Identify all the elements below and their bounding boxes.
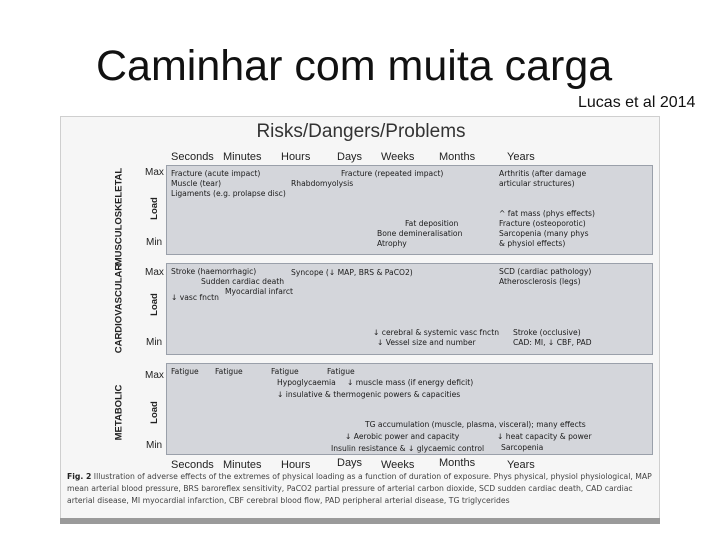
panel-cardiovascular xyxy=(166,263,653,355)
cv-item: CAD: MI, ↓ CBF, PAD xyxy=(513,338,592,347)
msk-item: Arthritis (after damage xyxy=(499,169,587,178)
axis-weeks: Weeks xyxy=(381,459,415,471)
met-item: Insulin resistance & ↓ glycaemic control xyxy=(331,444,485,453)
axis-months: Months xyxy=(439,151,476,163)
met-item: ↓ insulative & thermogenic powers & capacities xyxy=(277,390,461,399)
msk-item: Ligaments (e.g. prolapse disc) xyxy=(171,189,286,198)
msk-item: Fracture (osteoporotic) xyxy=(499,219,586,228)
cv-item: Atherosclerosis (legs) xyxy=(499,277,581,286)
axis-minutes: Minutes xyxy=(223,151,262,163)
figure-caption xyxy=(67,471,657,507)
cv-item: Syncope (↓ MAP, BRS & PaCO2) xyxy=(291,268,413,277)
met-item: ↓ muscle mass (if energy deficit) xyxy=(347,378,474,387)
met-load-label: Load xyxy=(148,401,160,424)
msk-item: Fracture (acute impact) xyxy=(171,169,261,178)
cv-max-label: Max xyxy=(145,267,164,278)
cv-min-label: Min xyxy=(146,337,163,348)
panel-metabolic xyxy=(166,363,653,455)
figure-bottom-bar xyxy=(60,518,660,524)
msk-load-label: Load xyxy=(148,197,160,220)
met-item: Sarcopenia xyxy=(501,443,544,452)
caption-text: Illustration of adverse effects of the extremes of physical loading as a function of duration of exposure. Phys physical, physiol physiological, MAP mean arterial blood pressure, BRS baroreflex sensitivity, PaCO2 partial pressure of arterial carbon dioxide, SCD sudden cardiac death, CAD cardiac arterial disease, MI myocardial infarction, CBF cerebral blood flow, PAD peripheral arterial disease, TG triglycerides xyxy=(67,472,652,505)
slide-title: Caminhar com muita carga xyxy=(96,42,613,90)
figure-title: Risks/Dangers/Problems xyxy=(256,121,466,142)
axis-minutes: Minutes xyxy=(223,459,262,471)
met-item: ↓ Aerobic power and capacity xyxy=(345,432,460,441)
axis-seconds: Seconds xyxy=(171,459,214,471)
panel-musculoskeletal xyxy=(166,165,653,255)
msk-item: Atrophy xyxy=(377,239,407,248)
cv-load-label: Load xyxy=(148,293,160,316)
time-axis-top xyxy=(165,151,655,165)
msk-item: Fracture (repeated impact) xyxy=(341,169,444,178)
cv-item: Myocardial infarct xyxy=(225,287,293,296)
met-item: Fatigue xyxy=(327,367,355,376)
cv-item: Stroke (haemorrhagic) xyxy=(171,267,257,276)
met-item: ↓ heat capacity & power xyxy=(497,432,592,441)
axis-years: Years xyxy=(507,459,535,471)
axis-days: Days xyxy=(337,457,363,469)
axis-hours: Hours xyxy=(281,459,311,471)
met-min-label: Min xyxy=(146,440,163,451)
met-item: Fatigue xyxy=(271,367,299,376)
msk-item: Rhabdomyolysis xyxy=(291,179,354,188)
cv-item: SCD (cardiac pathology) xyxy=(499,267,592,276)
met-item: TG accumulation (muscle, plasma, visceral); many effects xyxy=(365,420,586,429)
figure xyxy=(60,116,660,520)
cv-item: ↓ vasc fnctn xyxy=(171,293,219,302)
axis-years: Years xyxy=(507,151,535,163)
msk-max-label: Max xyxy=(145,167,164,178)
msk-min-label: Min xyxy=(146,237,163,248)
axis-weeks: Weeks xyxy=(381,151,415,163)
met-max-label: Max xyxy=(145,370,164,381)
cv-item: Stroke (occlusive) xyxy=(513,328,581,337)
msk-item: & physiol effects) xyxy=(499,239,566,248)
panel-label-cardiovascular: CARDIOVASCULAR xyxy=(113,263,125,354)
msk-item: Muscle (tear) xyxy=(171,179,222,188)
citation: Lucas et al 2014 xyxy=(578,94,696,111)
msk-item: Bone demineralisation xyxy=(377,229,463,238)
panel-label-musculoskeletal: MUSCULOSKELETAL xyxy=(113,167,125,266)
cv-item: ↓ Vessel size and number xyxy=(377,338,476,347)
msk-item: Fat deposition xyxy=(405,219,459,228)
axis-seconds: Seconds xyxy=(171,151,214,163)
msk-item: articular structures) xyxy=(499,179,575,188)
cv-item: ↓ cerebral & systemic vasc fnctn xyxy=(373,328,500,337)
caption-label: Fig. 2 xyxy=(67,472,92,481)
met-item: Hypoglycaemia xyxy=(277,378,336,387)
axis-months: Months xyxy=(439,457,476,469)
axis-hours: Hours xyxy=(281,151,311,163)
axis-days: Days xyxy=(337,151,363,163)
met-item: Fatigue xyxy=(171,367,199,376)
msk-item: ^ fat mass (phys effects) xyxy=(499,209,595,218)
met-item: Fatigue xyxy=(215,367,243,376)
cv-item: Sudden cardiac death xyxy=(201,277,285,286)
msk-item: Sarcopenia (many phys xyxy=(499,229,589,238)
panel-label-metabolic: METABOLIC xyxy=(113,384,125,441)
